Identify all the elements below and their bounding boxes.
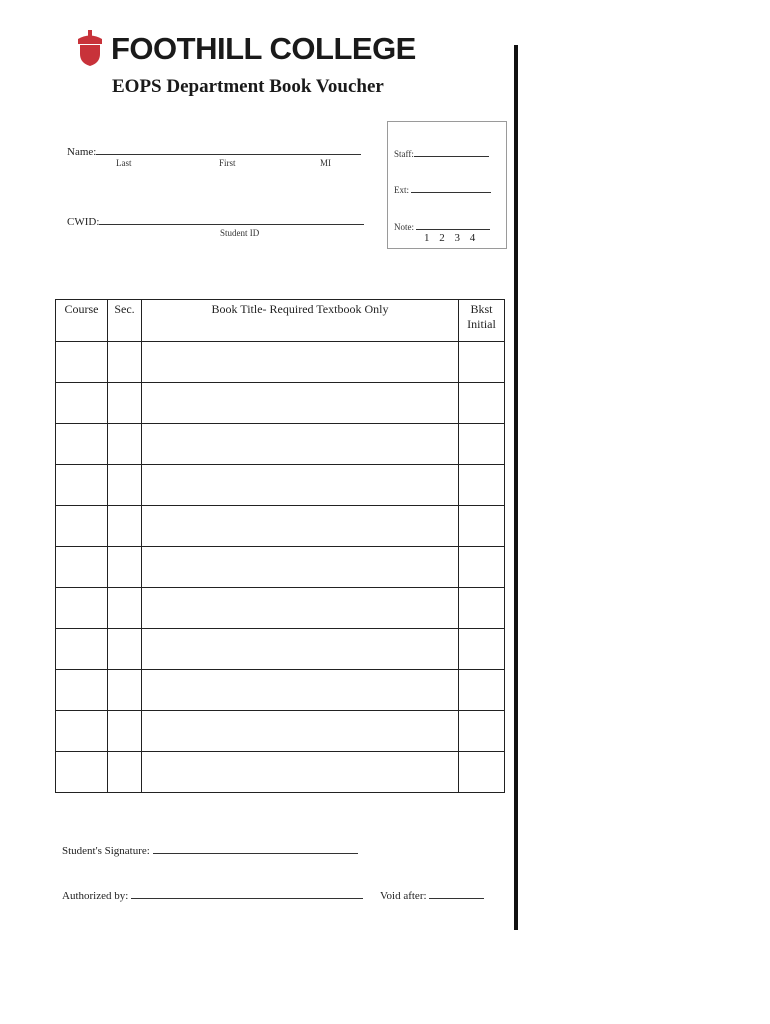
section-cell[interactable]: [108, 465, 142, 506]
staff-underline: [414, 148, 489, 157]
bookstore-initial-cell[interactable]: [459, 424, 505, 465]
note-number: 4: [469, 232, 476, 244]
ext-label: Ext:: [394, 185, 409, 195]
authorized-field[interactable]: [62, 888, 363, 902]
bookstore-initial-cell[interactable]: [459, 629, 505, 670]
bookstore-initial-cell[interactable]: [459, 711, 505, 752]
course-cell[interactable]: [56, 588, 108, 629]
authorized-label: Authorized by:: [62, 890, 129, 902]
book-title-cell[interactable]: [142, 342, 459, 383]
table-row: [56, 342, 505, 383]
mi-label: MI: [320, 158, 331, 168]
table-row: [56, 711, 505, 752]
signature-underline: [153, 843, 358, 854]
book-title-cell[interactable]: [142, 629, 459, 670]
bookstore-initial-cell[interactable]: [459, 547, 505, 588]
table-row: [56, 588, 505, 629]
table-row: [56, 752, 505, 793]
course-cell[interactable]: [56, 711, 108, 752]
ext-field[interactable]: [394, 184, 491, 195]
book-table: [55, 299, 505, 793]
authorized-underline: [131, 888, 363, 899]
table-row: [56, 547, 505, 588]
section-cell[interactable]: [108, 629, 142, 670]
ext-underline: [411, 184, 491, 193]
course-cell[interactable]: [56, 670, 108, 711]
course-cell[interactable]: [56, 383, 108, 424]
book-rows: [56, 342, 505, 793]
void-underline: [429, 888, 484, 899]
void-field[interactable]: [380, 888, 484, 902]
section-cell[interactable]: [108, 670, 142, 711]
book-title-cell[interactable]: [142, 588, 459, 629]
college-name: FOOTHILL COLLEGE: [111, 30, 416, 66]
table-row: [56, 383, 505, 424]
section-cell[interactable]: [108, 547, 142, 588]
cwid-label: CWID:: [67, 216, 100, 228]
book-title-cell[interactable]: [142, 547, 459, 588]
name-underline: [96, 144, 361, 155]
section-header: Sec.: [108, 300, 142, 342]
name-label: Name:: [67, 146, 97, 158]
bookstore-initial-cell[interactable]: [459, 465, 505, 506]
signature-field[interactable]: [62, 843, 358, 857]
book-title-cell[interactable]: [142, 383, 459, 424]
section-cell[interactable]: [108, 342, 142, 383]
note-field[interactable]: [394, 221, 490, 232]
section-cell[interactable]: [108, 383, 142, 424]
section-cell[interactable]: [108, 588, 142, 629]
bookstore-initial-cell[interactable]: [459, 752, 505, 793]
cwid-field[interactable]: [67, 214, 364, 228]
note-number: 1: [424, 232, 430, 244]
student-id-label: Student ID: [220, 228, 260, 238]
bookstore-initial-cell[interactable]: [459, 588, 505, 629]
vertical-rule: [514, 45, 518, 930]
course-header: Course: [56, 300, 108, 342]
first-label: First: [219, 158, 236, 168]
book-title-cell[interactable]: [142, 670, 459, 711]
book-title-cell[interactable]: [142, 506, 459, 547]
note-underline: [416, 221, 490, 230]
signature-label: Student's Signature:: [62, 845, 150, 857]
course-cell[interactable]: [56, 465, 108, 506]
course-cell[interactable]: [56, 342, 108, 383]
table-row: [56, 424, 505, 465]
table-row: [56, 465, 505, 506]
book-title-header: Book Title- Required Textbook Only: [142, 300, 459, 342]
section-cell[interactable]: [108, 711, 142, 752]
bookstore-initial-cell[interactable]: [459, 506, 505, 547]
college-logo: [77, 28, 416, 68]
section-cell[interactable]: [108, 752, 142, 793]
note-label: Note:: [394, 222, 414, 232]
course-cell[interactable]: [56, 547, 108, 588]
void-label: Void after:: [380, 890, 427, 902]
last-label: Last: [116, 158, 132, 168]
staff-field[interactable]: [394, 148, 489, 159]
bookstore-initial-cell[interactable]: [459, 342, 505, 383]
book-title-cell[interactable]: [142, 711, 459, 752]
acorn-icon: [77, 30, 103, 66]
course-cell[interactable]: [56, 629, 108, 670]
note-number: 2: [439, 232, 445, 244]
section-cell[interactable]: [108, 506, 142, 547]
page-title: EOPS Department Book Voucher: [112, 76, 384, 97]
note-numbers: [424, 232, 475, 244]
bookstore-initial-cell[interactable]: [459, 383, 505, 424]
name-field[interactable]: [67, 144, 361, 158]
table-row: [56, 629, 505, 670]
bookstore-initial-cell[interactable]: [459, 670, 505, 711]
staff-label: Staff:: [394, 149, 414, 159]
section-cell[interactable]: [108, 424, 142, 465]
book-title-cell[interactable]: [142, 465, 459, 506]
course-cell[interactable]: [56, 752, 108, 793]
table-row: [56, 670, 505, 711]
bookstore-initial-header: Bkst Initial: [459, 300, 505, 342]
course-cell[interactable]: [56, 506, 108, 547]
note-number: 3: [454, 232, 460, 244]
book-title-cell[interactable]: [142, 752, 459, 793]
table-row: [56, 506, 505, 547]
table-header-row: [56, 300, 505, 342]
course-cell[interactable]: [56, 424, 108, 465]
book-title-cell[interactable]: [142, 424, 459, 465]
cwid-underline: [99, 214, 364, 225]
